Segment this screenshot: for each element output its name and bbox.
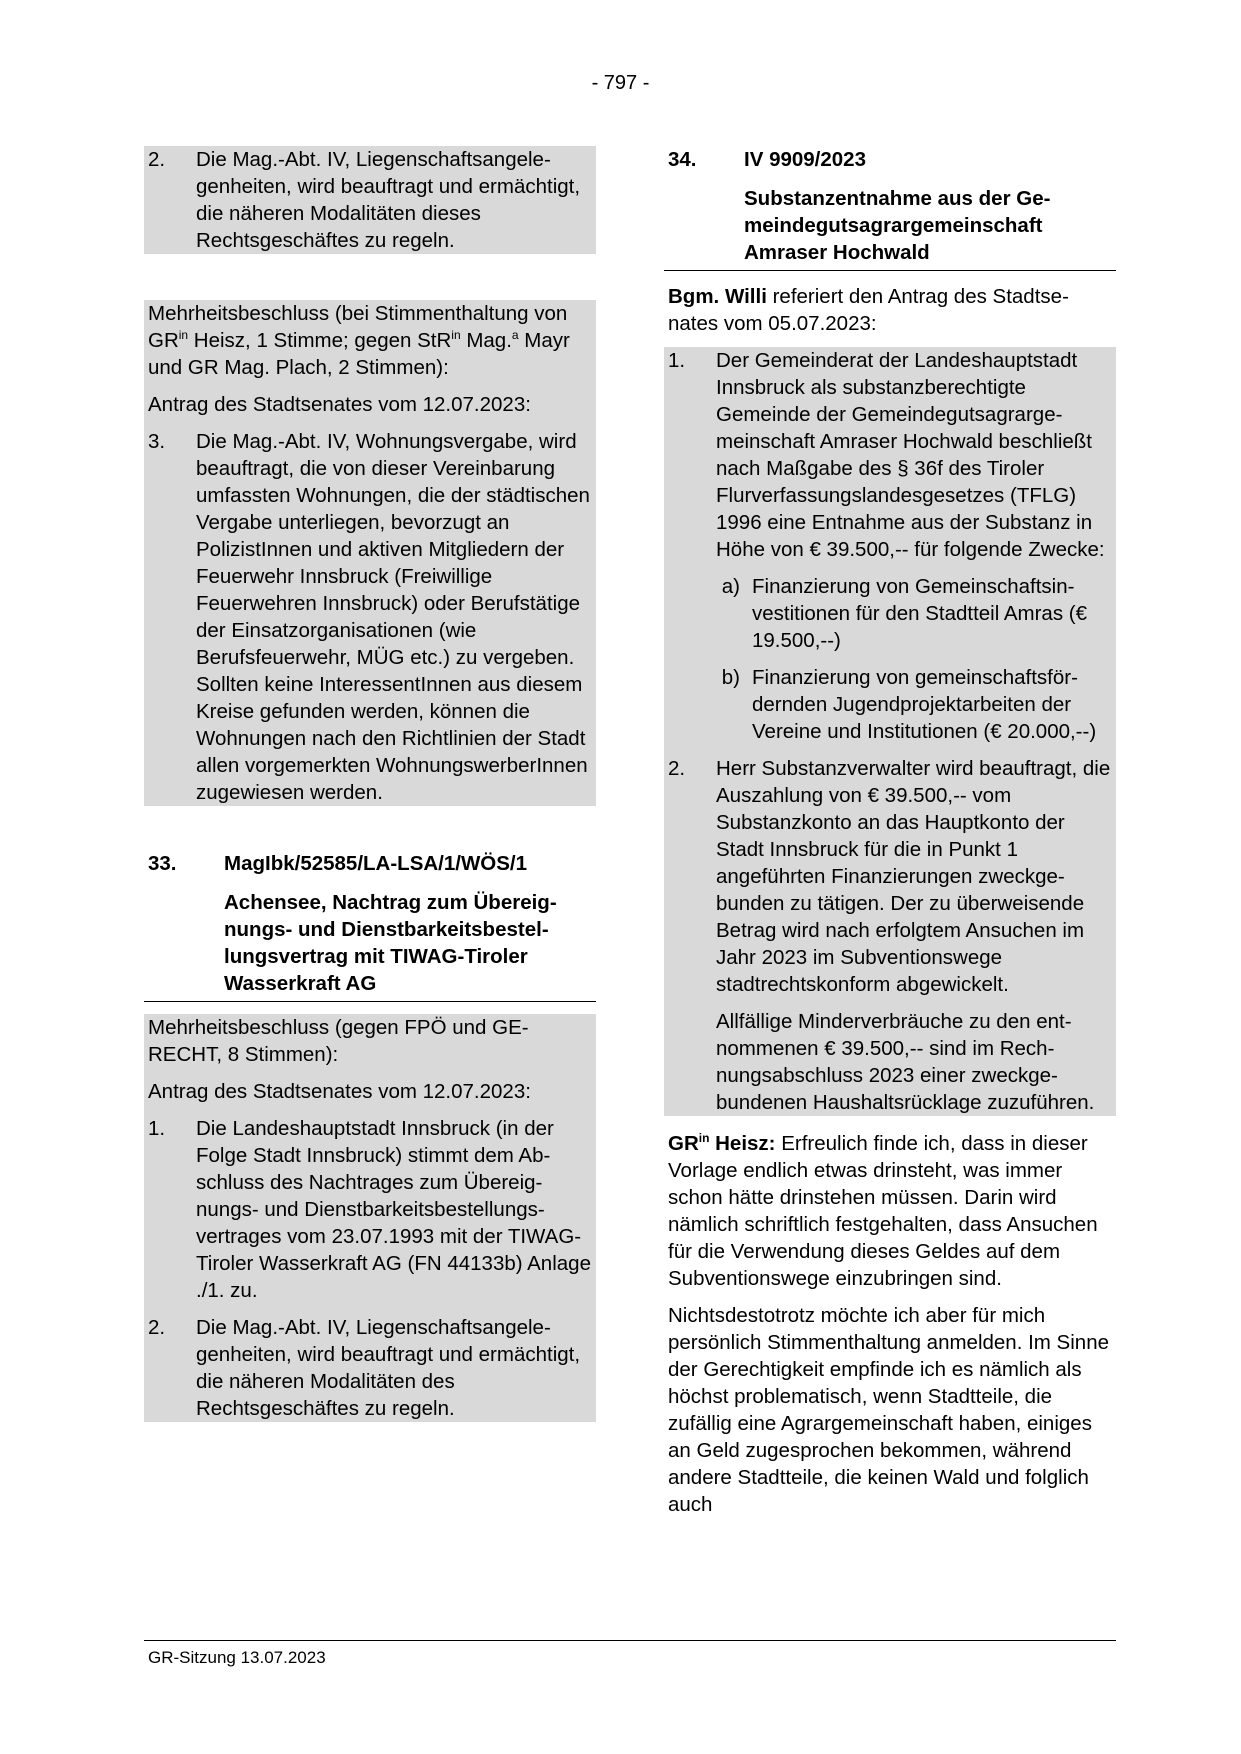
item-text: Der Gemeinderat der Landeshauptstadt Innsbruck als substanzberechtigte Gemeinde der Gemeindegutsagrargemeinschaft Amraser Hochwald beschließt nach Maßgabe des § 36f des Tiroler Flurverfassungslandesgesetzes (TFLG) 1996 eine Entnahme aus der Substanz in Höhe von € 39.500,-- für folgende Zwecke: xyxy=(716,349,1105,561)
right-item-1 xyxy=(664,347,1116,563)
left-item-3 xyxy=(144,428,596,806)
left-item-1b xyxy=(144,1115,596,1304)
item-text: Die Mag.-Abt. IV, Liegenschaftsangelegenheiten, wird beauftragt und ermächtigt, die näheren Modalitäten des Rechtsgeschäftes zu regeln. xyxy=(196,1316,581,1420)
section-34-header xyxy=(664,146,1116,271)
intro-paragraph: Bgm. Willi referiert den Antrag des Stadtsenates vom 05.07.2023: xyxy=(668,285,1069,335)
section-subject: Substanzentnahme aus der Gemeindegutsagrargemeinschaft Amraser Hochwald xyxy=(744,187,1051,264)
sub-item-a xyxy=(664,573,1116,654)
section-33-header xyxy=(144,850,596,1002)
vote-block-1 xyxy=(144,300,596,806)
antrag-line-2: Antrag des Stadtsenates vom 12.07.2023: xyxy=(148,1080,531,1103)
speaker-name: Bgm. Willi xyxy=(668,285,767,308)
left-item-2b xyxy=(144,1314,596,1422)
item-number: 2. xyxy=(148,1316,166,1339)
left-column xyxy=(144,146,596,1422)
speaker-name: $GR^{in}$ Heisz: xyxy=(668,1131,776,1155)
item-text: Die Landeshauptstadt Innsbruck (in der Folge Stadt Innsbruck) stimmt dem Abschluss des Nachtrages zum Übereignungs- und Dienstbarkeitsbestellungsvertrages vom 23.07.1993 mit der TIWAG-Tiroler Wasserkraft AG (FN 44133b) Anlage ./1. zu. xyxy=(196,1117,591,1302)
right-item-2-continued xyxy=(664,1008,1116,1116)
item-number: 2. xyxy=(148,148,166,171)
item-number: 1. xyxy=(148,1117,166,1140)
item-text: Allfällige Minderverbräuche zu den entnommenen € 39.500,-- sind im Rechnungsabschluss 2023 einer zweckgebundenen Haushaltsrücklage zuzuführen. xyxy=(716,1010,1095,1114)
item-number: 3. xyxy=(148,430,166,453)
item-number: 2. xyxy=(668,757,686,780)
heisz-statement: $GR^{in}$ Heisz: Erfreulich finde ich, dass in dieser Vorlage endlich etwas drinsteht, was immer schon hätte drinstehen müssen. Darin wird nämlich schriftlich festgehalten, dass Ansuchen für die Verwendung dieses Geldes auf dem Subventionswege einzubringen sind. xyxy=(668,1131,1098,1290)
section-code: IV 9909/2023 xyxy=(744,148,866,171)
page-number: - 797 - xyxy=(591,72,650,94)
item-text: Die Mag.-Abt. IV, Wohnungsvergabe, wird beauftragt, die von dieser Vereinbarung umfassten Wohnungen, die der städtischen Vergabe unterliegen, bevorzugt an PolizistInnen und aktiven Mitgliedern der Feuerwehr Innsbruck (Freiwillige Feuerwehren Innsbruck) oder Berufstätige der Einsatzorganisationen (wie Berufsfeuerwehr, MÜG etc.) zu vergeben. Sollten keine InteressentInnen aus diesem Kreise gefunden werden, können die Wohnungen nach den Richtlinien der Stadt allen vorgemerkten WohnungswerberInnen zugewiesen werden. xyxy=(196,430,590,804)
sub-item-number: a) xyxy=(721,575,740,598)
vote-text-2: Mehrheitsbeschluss (gegen FPÖ und GERECHT, 8 Stimmen): xyxy=(148,1016,529,1066)
section-number: 34. xyxy=(668,148,697,171)
item-text: Herr Substanzverwalter wird beauftragt, die Auszahlung von € 39.500,-- vom Substanzkonto an das Hauptkonto der Stadt Innsbruck für die in Punkt 1 angeführten Finanzierungen zweckgebunden zu tätigen. Der zu überweisende Betrag wird nach erfolgtem Ansuchen im Jahr 2023 im Subventionswege stadtrechtskonform abgewickelt. xyxy=(716,757,1111,996)
item-number: 1. xyxy=(668,349,686,372)
antrag-line-1: Antrag des Stadtsenates vom 12.07.2023: xyxy=(148,393,531,416)
heisz-statement-2: Nichtsdestotrotz möchte ich aber für mich persönlich Stimmenthaltung anmelden. Im Sinne der Gerechtigkeit empfinde ich es nämlich als höchst problematisch, wenn Stadtteile, die zufällig eine Agrargemeinschaft haben, einiges an Geld zugesprochen bekommen, während andere Stadtteile, die keinen Wald und folglich auch xyxy=(668,1304,1109,1516)
vote-text-1: Mehrheitsbeschluss (bei Stimmenthaltung von $GR^{in}$ Heisz, 1 Stimme; gegen StR$^{in}$ Mag.$^a$ Mayr und GR Mag. Plach, 2 Stimmen): xyxy=(148,302,570,379)
vote-block-2 xyxy=(144,1014,596,1422)
footer-divider xyxy=(144,1640,1116,1641)
item-text: Die Mag.-Abt. IV, Liegenschaftsangelegenheiten, wird beauftragt und ermächtigt, die näheren Modalitäten dieses Rechtsgeschäftes zu regeln. xyxy=(196,148,581,252)
motion-block xyxy=(664,347,1116,1116)
sub-item-number: b) xyxy=(721,666,740,689)
sub-item-text: Finanzierung von gemeinschaftsfördernden Jugendprojektarbeiten der Vereine und Institutionen (€ 20.000,--) xyxy=(752,666,1097,743)
left-item-2-top xyxy=(144,146,596,254)
right-column xyxy=(664,146,1116,1518)
footer-text: GR-Sitzung 13.07.2023 xyxy=(148,1648,326,1667)
section-code: MagIbk/52585/LA-LSA/1/WÖS/1 xyxy=(224,852,528,875)
right-item-2 xyxy=(664,755,1116,998)
section-subject: Achensee, Nachtrag zum Übereignungs- und Dienstbarkeitsbestellungsvertrag mit TIWAG-Tiroler Wasserkraft AG xyxy=(224,891,557,995)
sub-item-b xyxy=(664,664,1116,745)
sub-item-text: Finanzierung von Gemeinschaftsinvestitionen für den Stadtteil Amras (€ 19.500,--) xyxy=(752,575,1088,652)
section-number: 33. xyxy=(148,852,177,875)
